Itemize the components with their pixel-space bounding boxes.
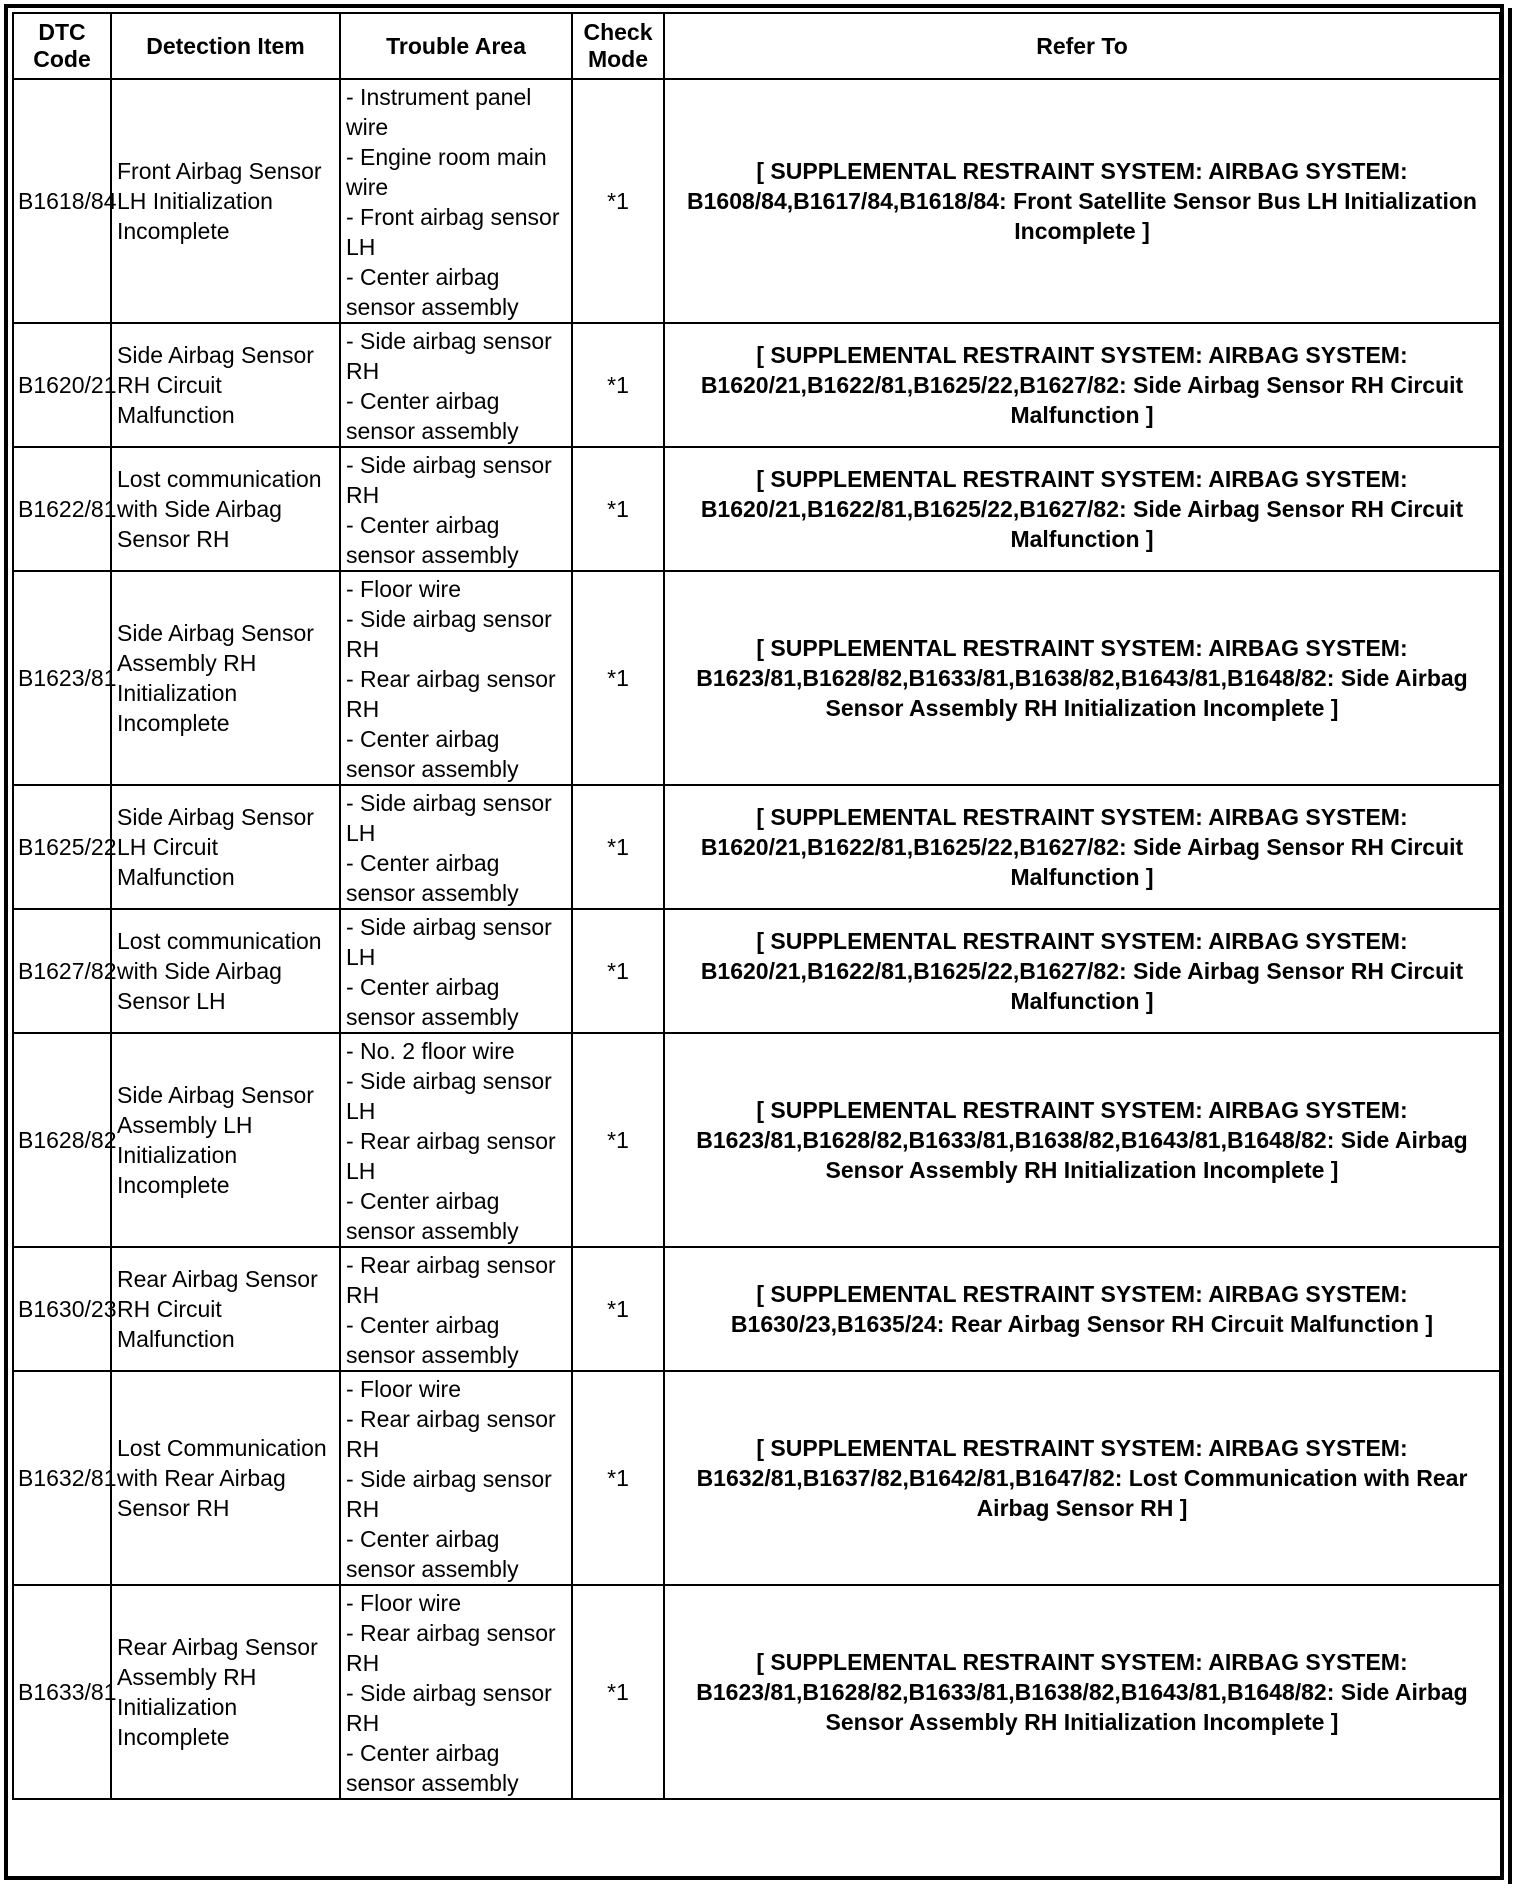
detection-item-cell: Side Airbag Sensor RH Circuit Malfunction bbox=[111, 323, 340, 447]
table-row bbox=[13, 79, 1500, 323]
check-mode-cell: *1 bbox=[572, 1033, 664, 1247]
refer-to-cell: [ SUPPLEMENTAL RESTRAINT SYSTEM: AIRBAG SYSTEM: B1620/21,B1622/81,B1625/22,B1627/82: Side Airbag Sensor RH Circuit Malfunction ] bbox=[664, 785, 1500, 909]
table-body bbox=[13, 79, 1500, 1799]
table-row bbox=[13, 1371, 1500, 1585]
trouble-area-line: - Rear airbag sensor RH bbox=[346, 1252, 556, 1308]
trouble-area-line: - Rear airbag sensor LH bbox=[346, 1128, 556, 1184]
refer-to-cell: [ SUPPLEMENTAL RESTRAINT SYSTEM: AIRBAG SYSTEM: B1620/21,B1622/81,B1625/22,B1627/82: Side Airbag Sensor RH Circuit Malfunction ] bbox=[664, 323, 1500, 447]
trouble-area-line: - Side airbag sensor RH bbox=[346, 1466, 552, 1522]
trouble-area-line: - Side airbag sensor LH bbox=[346, 914, 552, 970]
dtc-table bbox=[12, 12, 1501, 1800]
refer-to-cell: [ SUPPLEMENTAL RESTRAINT SYSTEM: AIRBAG SYSTEM: B1620/21,B1622/81,B1625/22,B1627/82: Side Airbag Sensor RH Circuit Malfunction ] bbox=[664, 909, 1500, 1033]
detection-item-cell: Rear Airbag Sensor Assembly RH Initialization Incomplete bbox=[111, 1585, 340, 1799]
dtc-code-cell: B1627/82 bbox=[13, 909, 111, 1033]
dtc-code-cell: B1632/81 bbox=[13, 1371, 111, 1585]
frame-shadow bbox=[1508, 8, 1512, 1884]
table-row bbox=[13, 323, 1500, 447]
check-mode-cell: *1 bbox=[572, 1247, 664, 1371]
dtc-code-cell: B1625/22 bbox=[13, 785, 111, 909]
trouble-area-line: - Side airbag sensor RH bbox=[346, 606, 552, 662]
check-mode-cell: *1 bbox=[572, 1585, 664, 1799]
trouble-area-line: - Center airbag sensor assembly bbox=[346, 512, 519, 568]
trouble-area-line: - Center airbag sensor assembly bbox=[346, 1188, 519, 1244]
trouble-area-cell bbox=[340, 1247, 572, 1371]
dtc-code-cell: B1620/21 bbox=[13, 323, 111, 447]
trouble-area-line: - Side airbag sensor LH bbox=[346, 1068, 552, 1124]
trouble-area-line: - Front airbag sensor LH bbox=[346, 204, 560, 260]
trouble-area-cell bbox=[340, 1585, 572, 1799]
trouble-area-line: - Center airbag sensor assembly bbox=[346, 264, 519, 320]
check-mode-cell: *1 bbox=[572, 571, 664, 785]
trouble-area-line: - Center airbag sensor assembly bbox=[346, 726, 519, 782]
trouble-area-line: - Instrument panel wire bbox=[346, 84, 532, 140]
refer-to-cell: [ SUPPLEMENTAL RESTRAINT SYSTEM: AIRBAG SYSTEM: B1630/23,B1635/24: Rear Airbag Sensor RH Circuit Malfunction ] bbox=[664, 1247, 1500, 1371]
trouble-area-cell bbox=[340, 79, 572, 323]
detection-item-cell: Lost Communication with Rear Airbag Sensor RH bbox=[111, 1371, 340, 1585]
table-row bbox=[13, 1247, 1500, 1371]
dtc-code-cell: B1633/81 bbox=[13, 1585, 111, 1799]
dtc-code-cell: B1622/81 bbox=[13, 447, 111, 571]
detection-item-cell: Front Airbag Sensor LH Initialization Incomplete bbox=[111, 79, 340, 323]
dtc-code-cell: B1630/23 bbox=[13, 1247, 111, 1371]
table-row bbox=[13, 909, 1500, 1033]
refer-to-cell: [ SUPPLEMENTAL RESTRAINT SYSTEM: AIRBAG SYSTEM: B1623/81,B1628/82,B1633/81,B1638/82,B1643/81,B1648/82: Side Airbag Sensor Assembly RH Initialization Incomplete ] bbox=[664, 1033, 1500, 1247]
trouble-area-line: - Center airbag sensor assembly bbox=[346, 850, 519, 906]
trouble-area-line: - Floor wire bbox=[346, 576, 462, 602]
trouble-area-cell bbox=[340, 571, 572, 785]
table-row bbox=[13, 1585, 1500, 1799]
check-mode-cell: *1 bbox=[572, 447, 664, 571]
trouble-area-line: - Rear airbag sensor RH bbox=[346, 1620, 556, 1676]
trouble-area-cell bbox=[340, 785, 572, 909]
dtc-code-cell: B1618/84 bbox=[13, 79, 111, 323]
check-mode-cell: *1 bbox=[572, 79, 664, 323]
trouble-area-line: - Side airbag sensor RH bbox=[346, 1680, 552, 1736]
header-refer-to: Refer To bbox=[664, 13, 1500, 79]
trouble-area-line: - Center airbag sensor assembly bbox=[346, 388, 519, 444]
header-check-mode: Check Mode bbox=[572, 13, 664, 79]
trouble-area-line: - No. 2 floor wire bbox=[346, 1038, 515, 1064]
refer-to-cell: [ SUPPLEMENTAL RESTRAINT SYSTEM: AIRBAG SYSTEM: B1632/81,B1637/82,B1642/81,B1647/82: Lost Communication with Rear Airbag Sensor RH ] bbox=[664, 1371, 1500, 1585]
detection-item-cell: Side Airbag Sensor Assembly RH Initialization Incomplete bbox=[111, 571, 340, 785]
trouble-area-line: - Rear airbag sensor RH bbox=[346, 666, 556, 722]
trouble-area-line: - Engine room main wire bbox=[346, 144, 547, 200]
check-mode-cell: *1 bbox=[572, 1371, 664, 1585]
table-row bbox=[13, 571, 1500, 785]
refer-to-cell: [ SUPPLEMENTAL RESTRAINT SYSTEM: AIRBAG SYSTEM: B1620/21,B1622/81,B1625/22,B1627/82: Side Airbag Sensor RH Circuit Malfunction ] bbox=[664, 447, 1500, 571]
trouble-area-line: - Center airbag sensor assembly bbox=[346, 1312, 519, 1368]
trouble-area-line: - Rear airbag sensor RH bbox=[346, 1406, 556, 1462]
trouble-area-line: - Center airbag sensor assembly bbox=[346, 1526, 519, 1582]
dtc-code-cell: B1623/81 bbox=[13, 571, 111, 785]
trouble-area-line: - Side airbag sensor LH bbox=[346, 790, 552, 846]
trouble-area-line: - Floor wire bbox=[346, 1590, 462, 1616]
refer-to-cell: [ SUPPLEMENTAL RESTRAINT SYSTEM: AIRBAG SYSTEM: B1623/81,B1628/82,B1633/81,B1638/82,B1643/81,B1648/82: Side Airbag Sensor Assembly RH Initialization Incomplete ] bbox=[664, 1585, 1500, 1799]
trouble-area-cell bbox=[340, 1371, 572, 1585]
table-row bbox=[13, 785, 1500, 909]
header-dtc-code: DTC Code bbox=[13, 13, 111, 79]
header-row bbox=[13, 13, 1500, 79]
refer-to-cell: [ SUPPLEMENTAL RESTRAINT SYSTEM: AIRBAG SYSTEM: B1608/84,B1617/84,B1618/84: Front Satellite Sensor Bus LH Initialization Incomplete ] bbox=[664, 79, 1500, 323]
table-row bbox=[13, 1033, 1500, 1247]
check-mode-cell: *1 bbox=[572, 785, 664, 909]
check-mode-cell: *1 bbox=[572, 909, 664, 1033]
dtc-code-cell: B1628/82 bbox=[13, 1033, 111, 1247]
trouble-area-line: - Side airbag sensor RH bbox=[346, 452, 552, 508]
header-trouble-area: Trouble Area bbox=[340, 13, 572, 79]
detection-item-cell: Side Airbag Sensor Assembly LH Initialization Incomplete bbox=[111, 1033, 340, 1247]
trouble-area-cell bbox=[340, 1033, 572, 1247]
refer-to-cell: [ SUPPLEMENTAL RESTRAINT SYSTEM: AIRBAG SYSTEM: B1623/81,B1628/82,B1633/81,B1638/82,B1643/81,B1648/82: Side Airbag Sensor Assembly RH Initialization Incomplete ] bbox=[664, 571, 1500, 785]
check-mode-cell: *1 bbox=[572, 323, 664, 447]
trouble-area-line: - Center airbag sensor assembly bbox=[346, 974, 519, 1030]
trouble-area-line: - Center airbag sensor assembly bbox=[346, 1740, 519, 1796]
trouble-area-cell bbox=[340, 323, 572, 447]
detection-item-cell: Lost communication with Side Airbag Sensor RH bbox=[111, 447, 340, 571]
detection-item-cell: Rear Airbag Sensor RH Circuit Malfunction bbox=[111, 1247, 340, 1371]
trouble-area-cell bbox=[340, 909, 572, 1033]
detection-item-cell: Side Airbag Sensor LH Circuit Malfunction bbox=[111, 785, 340, 909]
header-detection-item: Detection Item bbox=[111, 13, 340, 79]
trouble-area-line: - Floor wire bbox=[346, 1376, 462, 1402]
trouble-area-cell bbox=[340, 447, 572, 571]
trouble-area-line: - Side airbag sensor RH bbox=[346, 328, 552, 384]
detection-item-cell: Lost communication with Side Airbag Sensor LH bbox=[111, 909, 340, 1033]
table-row bbox=[13, 447, 1500, 571]
